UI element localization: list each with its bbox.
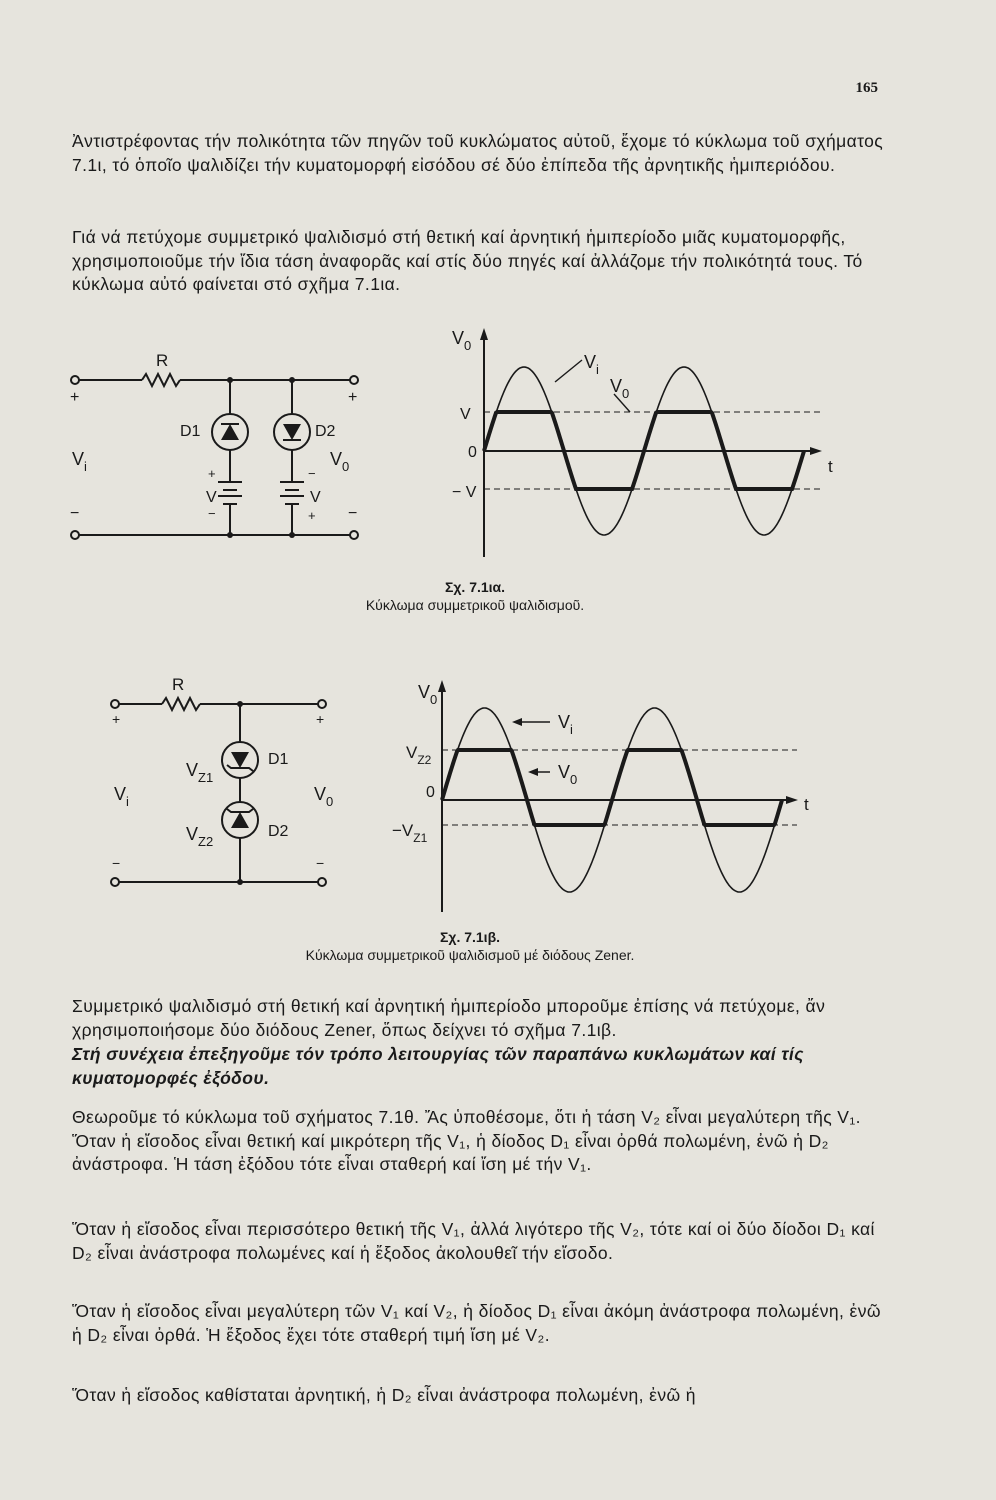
fig2-label-vo: $V_0$ (314, 784, 334, 809)
fig2-label-d2: D2 (268, 823, 289, 840)
fig2-label-r: R (172, 675, 185, 694)
fig1-caption (300, 578, 650, 614)
body-paragraph-6: Ὅταν ἡ εἴσοδος εἶναι μεγαλύτερη τῶν V₁ καί V₂, ἡ δίοδος D₁ εἶναι ἀκόμη ἀνάστροφα πολωμένη, ἐνῶ ἡ D₂ εἶναι ὀρθά. Ἡ ἔξοδος ἔχει τότε σταθερή τιμή ἴση μέ V₂. (72, 1301, 881, 1345)
fig1-batt1-v: V (206, 489, 217, 506)
page-number: 165 (855, 80, 878, 96)
body-paragraph-5: Ὅταν ἡ εἴσοδος εἶναι περισσότερο θετική τῆς V₁, ἀλλά λιγότερο τῆς V₂, τότε καί οἱ δύο δίοδοι D₁ καί D₂ εἶναι ἀνάστροφα πολωμένες καί ἡ ἔξοδος ἀκολουθεῖ τήν εἴσοδο. (72, 1219, 875, 1263)
fig2-minus-in: − (112, 855, 121, 871)
intro-paragraph-2: Γιά νά πετύχομε συμμετρικό ψαλιδισμό στή θετική καί ἀρνητική ἡμιπερίοδο μιᾶς κυματομορφῆς, χρησιμοποιοῦμε τήν ἴδια τάση ἀναφορᾶς καί στίς δύο πηγές καί ἀλλάζομε τήν πολικότητά τους. Τό κύκλωμα αὐτό φαίνεται στό σχῆμα 7.1ια. (72, 227, 863, 295)
fig2-plus-in: + (112, 711, 121, 727)
fig1-batt2-plus: + (308, 508, 316, 523)
fig1-plus-in: + (70, 389, 80, 406)
fig1-label-vo: $V_0$ (330, 449, 350, 474)
fig2-axis-t: t (804, 795, 809, 814)
fig1-curve-vi: $V_i$ (584, 352, 599, 377)
fig1-label-d1: D1 (180, 423, 201, 440)
fig1-level-zero: 0 (468, 444, 477, 461)
fig1-label-r: R (156, 351, 169, 370)
fig1-level-negv: − V (452, 484, 477, 501)
fig1-batt2-minus: − (308, 466, 316, 481)
fig1-label-vi: $V_i$ (72, 449, 87, 474)
fig1-circuit-diagram (60, 340, 380, 550)
fig1-minus-in: − (70, 505, 80, 522)
fig1-axis-t: t (828, 457, 833, 476)
fig2-caption (230, 928, 710, 964)
fig2-minus-out: − (316, 855, 325, 871)
fig2-caption-text: Κύκλωμα συμμετρικοῦ ψαλιδισμοῦ μέ διόδους Zener. (305, 947, 635, 963)
fig1-label-d2: D2 (315, 423, 336, 440)
fig1-axis-vo: $V_0$ (452, 328, 472, 353)
fig2-curve-vo: $V_0$ (558, 762, 578, 787)
fig2-waveform (392, 672, 842, 922)
body-paragraph-4: Θεωροῦμε τό κύκλωμα τοῦ σχήματος 7.1θ. Ἄς ὑποθέσομε, ὅτι ἡ τάση V₂ εἶναι μεγαλύτερη τῆς V₁. Ὅταν ἡ εἴσοδος εἶναι θετική καί μικρότερη τῆς V₁, ἡ δίοδος D₁ εἶναι ὀρθά πολωμένη, ἐνῶ ἡ D₂ ἀνάστροφα. Ἡ τάση ἐξόδου τότε εἶναι σταθερή καί ἴση μέ τήν V₁. (72, 1107, 861, 1175)
fig2-label-d1: D1 (268, 751, 289, 768)
fig2-label-vi: $V_i$ (114, 784, 129, 809)
fig2-level-negvz1: $-V_{Z1}$ (392, 821, 428, 845)
fig1-curve-vo: $V_0$ (610, 376, 630, 401)
fig1-batt1-minus: − (208, 506, 216, 521)
section-heading: Στή συνέχεια ἐπεξηγοῦμε τόν τρόπο λειτουργίας τῶν παραπάνω κυκλωμάτων καί τίς κυματομορφές ἐξόδου. (72, 1044, 804, 1088)
fig2-label-vz1: $V_{Z1}$ (186, 760, 214, 785)
fig2-label-vz2: $V_{Z2}$ (186, 824, 214, 849)
fig2-level-vz2: $V_{Z2}$ (406, 743, 432, 767)
fig1-plus-out: + (348, 389, 358, 406)
fig1-level-v: V (460, 406, 471, 423)
intro-paragraph-1: Ἀντιστρέφοντας τήν πολικότητα τῶν πηγῶν τοῦ κυκλώματος αὐτοῦ, ἔχομε τό κύκλωμα τοῦ σχήματος 7.1ι, τό ὁποῖο ψαλιδίζει τήν κυματομορφή εἰσόδου σέ δύο ἐπίπεδα τῆς ἀρνητικῆς ἡμιπεριόδου. (72, 131, 884, 175)
fig1-number: Σχ. 7.1ια. (444, 579, 506, 595)
fig2-level-zero: 0 (426, 784, 435, 801)
fig2-number: Σχ. 7.1ιβ. (439, 929, 501, 945)
fig2-plus-out: + (316, 711, 325, 727)
body-paragraph-zener: Συμμετρικό ψαλιδισμό στή θετική καί ἀρνητική ἡμιπερίοδο μποροῦμε ἐπίσης νά πετύχομε, ἄν χρησιμοποιήσομε δύο διόδους Zener, ὅπως δείχνει τό σχῆμα 7.1ιβ. (72, 996, 826, 1040)
fig1-batt2-v: V (310, 489, 321, 506)
fig2-curve-vi: $V_i$ (558, 712, 573, 737)
fig2-axis-vo: $V_0$ (418, 682, 438, 707)
fig1-caption-text: Κύκλωμα συμμετρικοῦ ψαλιδισμοῦ. (365, 597, 585, 613)
body-paragraph-7: Ὅταν ἡ εἴσοδος καθίσταται ἀρνητική, ἡ D₂ εἶναι ἀνάστροφα πολωμένη, ἐνῶ ἡ (72, 1385, 696, 1405)
fig1-minus-out: − (348, 505, 358, 522)
fig2-circuit-diagram (100, 672, 350, 892)
fig1-batt1-plus: + (208, 466, 216, 481)
fig1-waveform (440, 322, 860, 562)
